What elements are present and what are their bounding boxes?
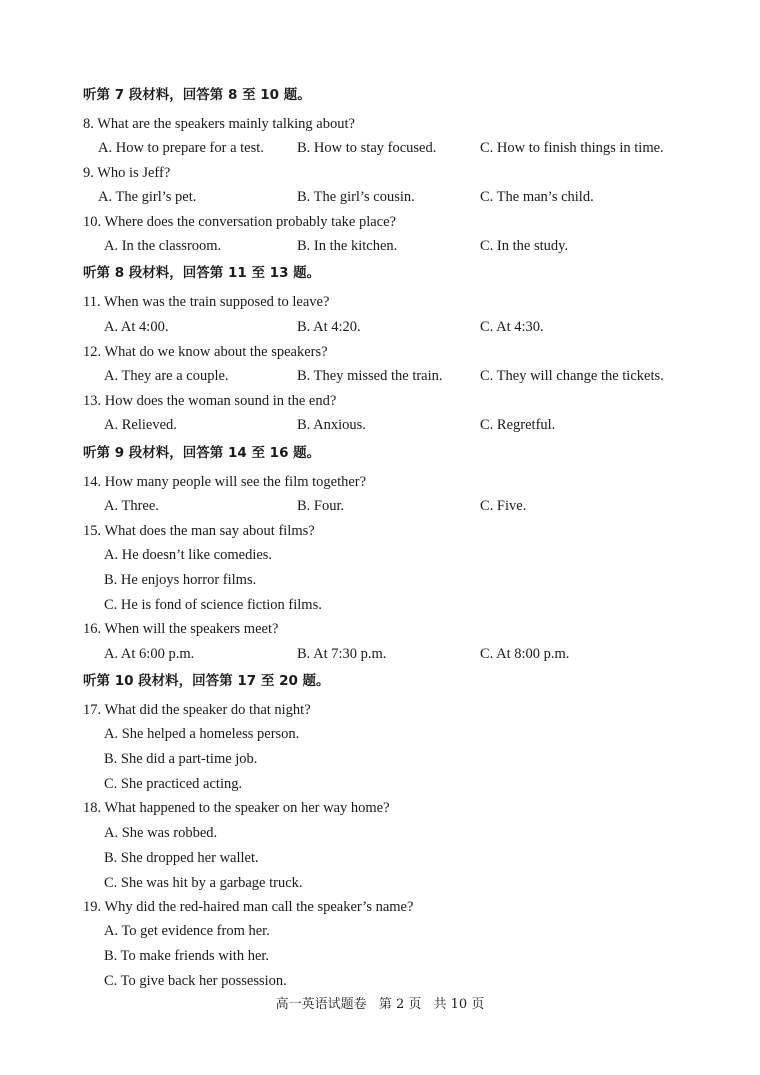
q14-option-b: B. Four. — [297, 498, 345, 514]
q16-option-c: C. At 8:00 p.m. — [480, 646, 570, 662]
footer-title: 高一英语试题卷 — [275, 997, 367, 1012]
q15-option-c: C. He is fond of science fiction films. — [104, 597, 322, 613]
q17-option-c: C. She practiced acting. — [104, 776, 243, 792]
page-footer — [0, 996, 760, 1014]
q17-option-b: B. She did a part-time job. — [104, 751, 258, 767]
q15-option-a: A. He doesn’t like comedies. — [104, 547, 273, 563]
q10-option-c: C. In the study. — [480, 238, 569, 254]
question-12-stem: 12. What do we know about the speakers? — [83, 344, 328, 360]
q16-option-a: A. At 6:00 p.m. — [104, 646, 195, 662]
section-header: 听第 7 段材料，回答第 8 至 10 题。 — [83, 87, 311, 103]
q17-option-a: A. She helped a homeless person. — [104, 726, 300, 742]
q10-option-b: B. In the kitchen. — [297, 238, 398, 254]
question-11-stem: 11. When was the train supposed to leave? — [83, 294, 330, 310]
question-10-stem: 10. Where does the conversation probably take place? — [83, 214, 396, 230]
question-18-stem: 18. What happened to the speaker on her way home? — [83, 800, 390, 816]
q13-option-c: C. Regretful. — [480, 417, 556, 433]
q19-option-b: B. To make friends with her. — [104, 948, 270, 964]
section-header: 听第 10 段材料，回答第 17 至 20 题。 — [83, 673, 330, 689]
q11-option-a: A. At 4:00. — [104, 319, 169, 335]
question-14-stem: 14. How many people will see the film together? — [83, 474, 367, 490]
question-8-stem: 8. What are the speakers mainly talking about? — [83, 116, 355, 132]
q15-option-b: B. He enjoys horror films. — [104, 572, 257, 588]
question-15-stem: 15. What does the man say about films? — [83, 523, 315, 539]
q14-option-c: C. Five. — [480, 498, 527, 514]
question-19-stem: 19. Why did the red-haired man call the speaker’s name? — [83, 899, 414, 915]
q19-option-c: C. To give back her possession. — [104, 973, 287, 989]
q18-option-c: C. She was hit by a garbage truck. — [104, 875, 303, 891]
q11-option-b: B. At 4:20. — [297, 319, 361, 335]
q11-option-c: C. At 4:30. — [480, 319, 544, 335]
q18-option-a: A. She was robbed. — [104, 825, 218, 841]
q14-option-a: A. Three. — [104, 498, 159, 514]
q18-option-b: B. She dropped her wallet. — [104, 850, 259, 866]
question-9-stem: 9. Who is Jeff? — [83, 165, 171, 181]
q9-option-b: B. The girl’s cousin. — [297, 189, 415, 205]
q16-option-b: B. At 7:30 p.m. — [297, 646, 387, 662]
q8-option-a: A. How to prepare for a test. — [98, 140, 264, 156]
q12-option-c: C. They will change the tickets. — [480, 368, 664, 384]
footer-total-pages: 共 10 页 — [433, 997, 485, 1012]
question-13-stem: 13. How does the woman sound in the end? — [83, 393, 337, 409]
q13-option-b: B. Anxious. — [297, 417, 366, 433]
q19-option-a: A. To get evidence from her. — [104, 923, 270, 939]
footer-page-number: 第 2 页 — [378, 997, 422, 1012]
q8-option-b: B. How to stay focused. — [297, 140, 437, 156]
q9-option-a: A. The girl’s pet. — [98, 189, 197, 205]
q10-option-a: A. In the classroom. — [104, 238, 222, 254]
question-17-stem: 17. What did the speaker do that night? — [83, 702, 311, 718]
q12-option-b: B. They missed the train. — [297, 368, 443, 384]
q12-option-a: A. They are a couple. — [104, 368, 229, 384]
section-header: 听第 8 段材料，回答第 11 至 13 题。 — [83, 265, 321, 281]
q13-option-a: A. Relieved. — [104, 417, 177, 433]
question-16-stem: 16. When will the speakers meet? — [83, 621, 279, 637]
q9-option-c: C. The man’s child. — [480, 189, 594, 205]
section-header: 听第 9 段材料，回答第 14 至 16 题。 — [83, 445, 321, 461]
q8-option-c: C. How to finish things in time. — [480, 140, 664, 156]
